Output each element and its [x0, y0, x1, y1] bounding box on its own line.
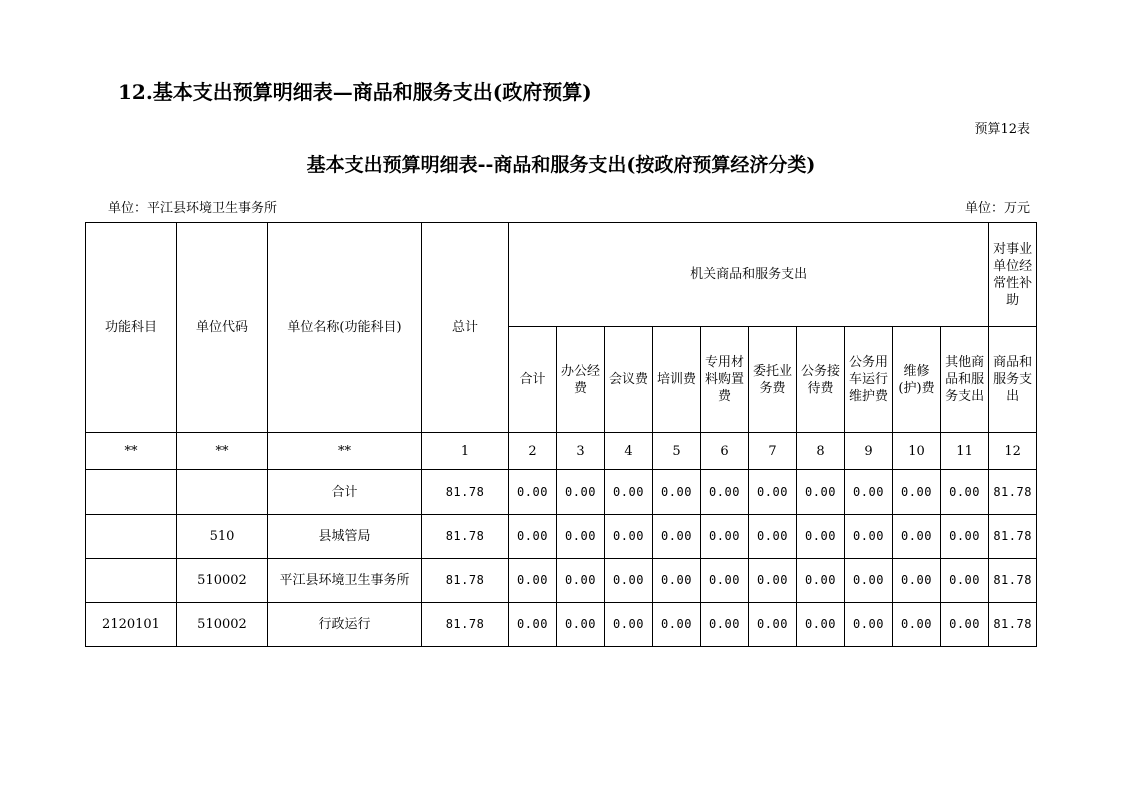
value-cell: 0.00 [749, 603, 797, 647]
value-cell: 0.00 [893, 515, 941, 559]
index-cell: 10 [893, 433, 941, 470]
value-cell: 0.00 [941, 470, 989, 515]
table-row [86, 470, 1037, 515]
value-cell: 0.00 [701, 559, 749, 603]
header-group-admin: 机关商品和服务支出 [509, 223, 989, 327]
value-cell: 81.78 [989, 603, 1037, 647]
value-cell: 0.00 [845, 470, 893, 515]
index-cell: 2 [509, 433, 557, 470]
index-cell: ** [86, 433, 177, 470]
header-col-materials: 专用材料购置费 [701, 327, 749, 433]
unit-name-cell: 合计 [268, 470, 422, 515]
reporting-unit: 单位：平江县环境卫生事务所 [108, 201, 278, 216]
total-cell: 81.78 [422, 559, 509, 603]
header-col-goods-services: 商品和服务支出 [989, 327, 1037, 433]
header-col-reception: 公务接待费 [797, 327, 845, 433]
table-row [86, 559, 1037, 603]
value-cell: 0.00 [893, 470, 941, 515]
budget-detail-table [85, 222, 1037, 647]
value-cell: 0.00 [605, 603, 653, 647]
index-cell: 4 [605, 433, 653, 470]
header-group-subsidy: 对事业单位经常性补助 [989, 223, 1037, 327]
value-cell: 0.00 [797, 470, 845, 515]
unit-code-cell: 510 [177, 515, 268, 559]
index-cell: 5 [653, 433, 701, 470]
value-cell: 0.00 [653, 470, 701, 515]
header-col-vehicle: 公务用车运行维护费 [845, 327, 893, 433]
value-cell: 0.00 [653, 559, 701, 603]
value-cell: 0.00 [893, 559, 941, 603]
index-cell: 6 [701, 433, 749, 470]
header-col-office: 办公经费 [557, 327, 605, 433]
value-cell: 81.78 [989, 559, 1037, 603]
func-subject-cell [86, 559, 177, 603]
index-cell: 11 [941, 433, 989, 470]
header-row-1 [86, 223, 1037, 327]
header-col-maintenance: 维修(护)费 [893, 327, 941, 433]
value-cell: 0.00 [941, 515, 989, 559]
value-cell: 0.00 [941, 559, 989, 603]
index-cell: 8 [797, 433, 845, 470]
index-cell: 7 [749, 433, 797, 470]
value-cell: 0.00 [701, 470, 749, 515]
header-col-training: 培训费 [653, 327, 701, 433]
unit-code-cell: 510002 [177, 603, 268, 647]
total-cell: 81.78 [422, 603, 509, 647]
value-cell: 0.00 [605, 470, 653, 515]
table-row [86, 515, 1037, 559]
value-cell: 0.00 [605, 559, 653, 603]
func-subject-cell [86, 470, 177, 515]
header-func-subject: 功能科目 [86, 223, 177, 433]
unit-name-cell: 行政运行 [268, 603, 422, 647]
header-total: 总计 [422, 223, 509, 433]
value-cell: 0.00 [845, 559, 893, 603]
value-cell: 0.00 [653, 603, 701, 647]
header-col-other: 其他商品和服务支出 [941, 327, 989, 433]
table-title: 基本支出预算明细表--商品和服务支出(按政府预算经济分类) [306, 154, 816, 176]
value-cell: 81.78 [989, 470, 1037, 515]
table-row [86, 603, 1037, 647]
currency-unit: 单位：万元 [964, 201, 1030, 216]
value-cell: 0.00 [509, 559, 557, 603]
value-cell: 0.00 [557, 515, 605, 559]
index-cell: ** [177, 433, 268, 470]
value-cell: 0.00 [749, 515, 797, 559]
header-unit-name: 单位名称(功能科目) [268, 223, 422, 433]
value-cell: 0.00 [509, 515, 557, 559]
form-number: 预算12表 [974, 122, 1030, 137]
value-cell: 0.00 [797, 515, 845, 559]
value-cell: 0.00 [749, 559, 797, 603]
unit-code-cell: 510002 [177, 559, 268, 603]
value-cell: 0.00 [701, 515, 749, 559]
index-row [86, 433, 1037, 470]
value-cell: 0.00 [941, 603, 989, 647]
value-cell: 0.00 [557, 559, 605, 603]
value-cell: 0.00 [845, 515, 893, 559]
index-cell: 1 [422, 433, 509, 470]
value-cell: 0.00 [653, 515, 701, 559]
value-cell: 0.00 [605, 515, 653, 559]
value-cell: 0.00 [509, 470, 557, 515]
value-cell: 81.78 [989, 515, 1037, 559]
index-cell: 9 [845, 433, 893, 470]
unit-name-cell: 县城管局 [268, 515, 422, 559]
header-unit-code: 单位代码 [177, 223, 268, 433]
index-cell: 3 [557, 433, 605, 470]
value-cell: 0.00 [701, 603, 749, 647]
value-cell: 0.00 [797, 603, 845, 647]
document-heading: 12.基本支出预算明细表—商品和服务支出(政府预算) [118, 80, 592, 104]
value-cell: 0.00 [749, 470, 797, 515]
header-col-meeting: 会议费 [605, 327, 653, 433]
unit-code-cell [177, 470, 268, 515]
func-subject-cell [86, 515, 177, 559]
value-cell: 0.00 [509, 603, 557, 647]
value-cell: 0.00 [893, 603, 941, 647]
total-cell: 81.78 [422, 515, 509, 559]
value-cell: 0.00 [845, 603, 893, 647]
index-cell: ** [268, 433, 422, 470]
total-cell: 81.78 [422, 470, 509, 515]
value-cell: 0.00 [557, 603, 605, 647]
value-cell: 0.00 [797, 559, 845, 603]
header-col-subtotal: 合计 [509, 327, 557, 433]
index-cell: 12 [989, 433, 1037, 470]
value-cell: 0.00 [557, 470, 605, 515]
header-col-commission: 委托业务费 [749, 327, 797, 433]
func-subject-cell: 2120101 [86, 603, 177, 647]
unit-name-cell: 平江县环境卫生事务所 [268, 559, 422, 603]
